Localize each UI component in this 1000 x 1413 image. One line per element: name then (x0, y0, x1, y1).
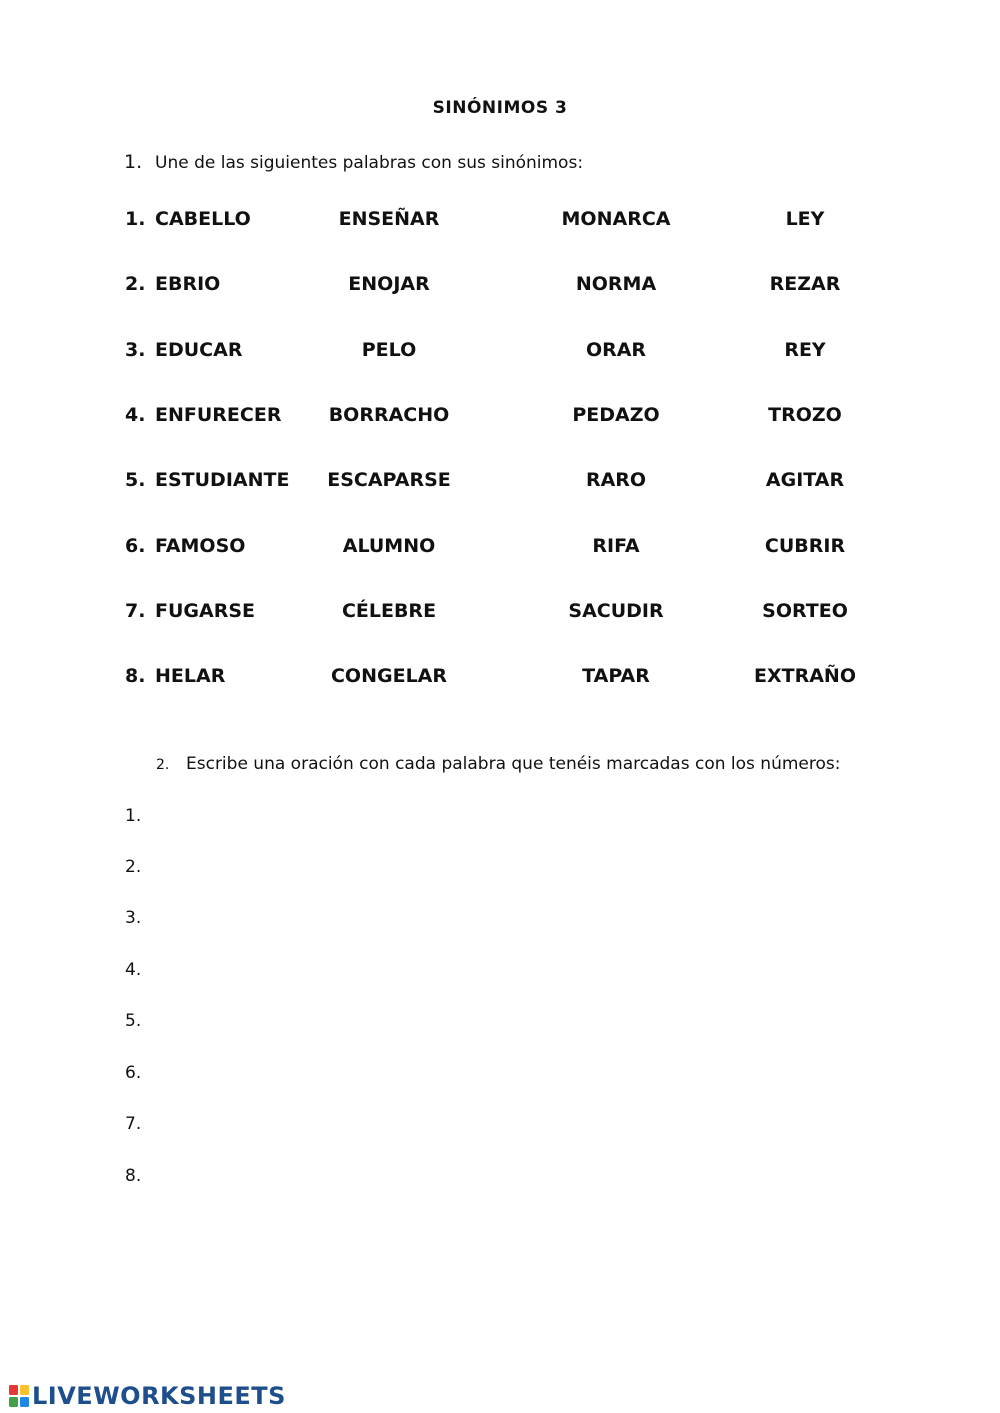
row-number: 1. (125, 208, 146, 230)
instruction-2-number: 2. (156, 757, 170, 773)
instruction-1 (124, 151, 583, 173)
answer-line-number: 6. (125, 1063, 142, 1083)
row-number: 5. (125, 469, 146, 491)
target-word: FUGARSE (155, 600, 256, 622)
synonym-option: ALUMNO (342, 535, 436, 557)
answer-line-number: 1. (125, 806, 142, 826)
instruction-1-number: 1. (124, 151, 143, 173)
target-word: FAMOSO (155, 535, 246, 557)
word-row (0, 208, 1000, 238)
word-row (0, 339, 1000, 369)
synonym-option: CONGELAR (330, 665, 448, 687)
answer-line[interactable] (125, 1063, 885, 1089)
synonym-option: CUBRIR (764, 535, 846, 557)
row-number: 2. (125, 273, 146, 295)
target-word: HELAR (155, 665, 226, 687)
answer-line[interactable] (125, 960, 885, 986)
synonym-option: CÉLEBRE (341, 600, 437, 622)
answer-line[interactable] (125, 908, 885, 934)
synonym-option: AGITAR (765, 469, 845, 491)
synonym-option: REY (784, 339, 826, 361)
synonym-option: PELO (361, 339, 417, 361)
row-number: 7. (125, 600, 146, 622)
answer-line[interactable] (125, 1166, 885, 1192)
word-row (0, 469, 1000, 499)
liveworksheets-logo-text: LIVEWORKSHEETS (32, 1382, 286, 1410)
word-row (0, 600, 1000, 630)
row-number: 4. (125, 404, 146, 426)
target-word: EDUCAR (155, 339, 243, 361)
synonym-option: TROZO (768, 404, 842, 426)
answer-line-number: 7. (125, 1114, 142, 1134)
synonym-option: SORTEO (762, 600, 848, 622)
synonym-option: EXTRAÑO (754, 665, 856, 687)
synonym-option: ESCAPARSE (327, 469, 451, 491)
liveworksheets-logo (8, 1381, 286, 1411)
page-title: SINÓNIMOS 3 (432, 98, 568, 118)
answer-line-number: 8. (125, 1166, 142, 1186)
synonym-option: RARO (585, 469, 647, 491)
liveworksheets-logo-icon (8, 1384, 30, 1408)
synonym-option: BORRACHO (328, 404, 450, 426)
synonym-option: ORAR (585, 339, 647, 361)
target-word: ESTUDIANTE (155, 469, 290, 491)
word-row (0, 665, 1000, 695)
answer-line-number: 5. (125, 1011, 142, 1031)
answer-line[interactable] (125, 857, 885, 883)
answer-line-number: 4. (125, 960, 142, 980)
instruction-1-text: Une de las siguientes palabras con sus sinónimos: (155, 153, 584, 173)
answer-line[interactable] (125, 806, 885, 832)
row-number: 8. (125, 665, 146, 687)
synonym-option: SACUDIR (568, 600, 664, 622)
instruction-2 (156, 754, 840, 774)
synonym-option: PEDAZO (572, 404, 660, 426)
synonym-option: MONARCA (561, 208, 671, 230)
answer-line[interactable] (125, 1011, 885, 1037)
word-row (0, 535, 1000, 565)
synonym-option: NORMA (575, 273, 657, 295)
synonym-option: TAPAR (582, 665, 650, 687)
synonym-option: REZAR (769, 273, 841, 295)
synonym-option: ENSEÑAR (338, 208, 440, 230)
answer-line-number: 2. (125, 857, 142, 877)
synonym-option: LEY (785, 208, 825, 230)
word-row (0, 273, 1000, 303)
target-word: CABELLO (155, 208, 251, 230)
row-number: 3. (125, 339, 146, 361)
answer-line-number: 3. (125, 908, 142, 928)
synonym-option: RIFA (592, 535, 640, 557)
answer-line[interactable] (125, 1114, 885, 1140)
target-word: EBRIO (155, 273, 221, 295)
word-row (0, 404, 1000, 434)
instruction-2-text: Escribe una oración con cada palabra que tenéis marcadas con los números: (186, 754, 841, 774)
row-number: 6. (125, 535, 146, 557)
target-word: ENFURECER (155, 404, 282, 426)
synonym-option: ENOJAR (348, 273, 430, 295)
